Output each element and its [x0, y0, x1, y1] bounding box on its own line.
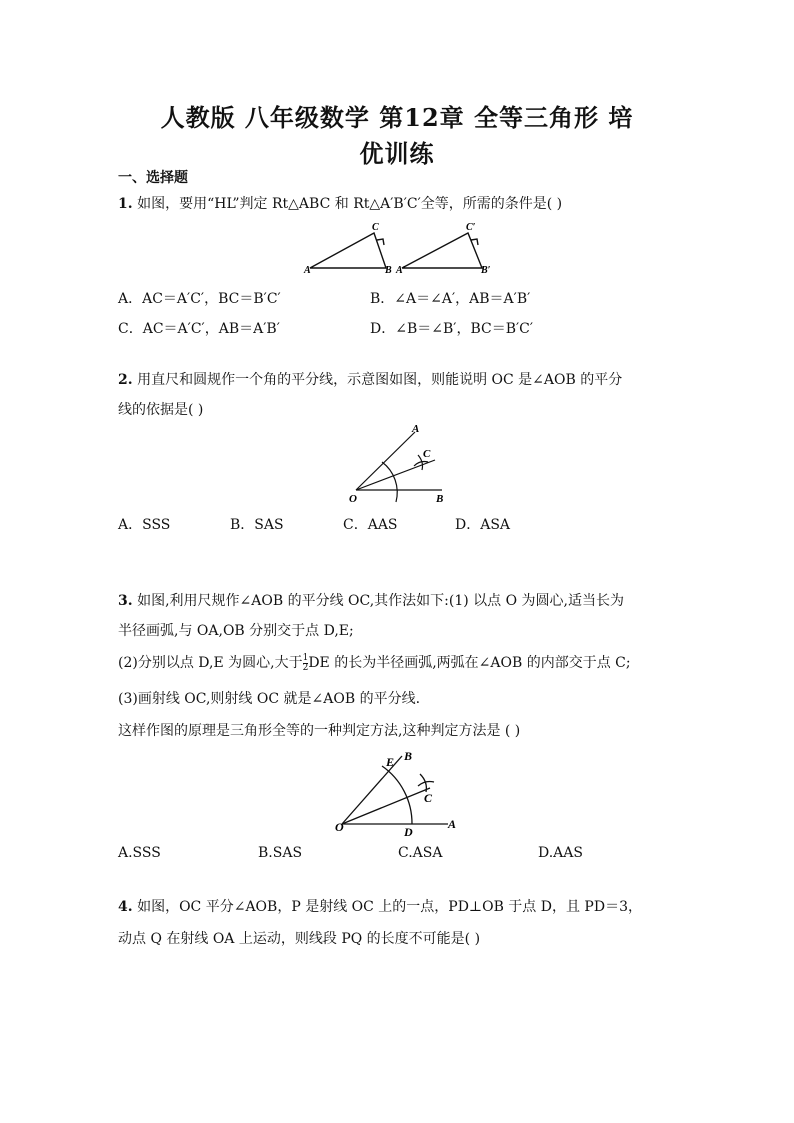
- question-text: DE 的长为半径画弧,两弧在∠AOB 的内部交于点 C;: [308, 655, 631, 671]
- q3-option-b[interactable]: B.SAS: [258, 845, 303, 861]
- q3-option-a[interactable]: A.SSS: [118, 845, 161, 861]
- label-c: C: [423, 448, 431, 460]
- q1-option-c[interactable]: C．AC＝A′C′，AB＝A′B′: [118, 321, 280, 337]
- label-c-prime: C′: [466, 222, 476, 233]
- fraction-numerator: 1: [302, 652, 309, 663]
- question-4-line-1: [118, 896, 642, 916]
- arc-center-o: [382, 766, 412, 824]
- q2-option-b[interactable]: B．SAS: [230, 517, 284, 533]
- title-line-1: 人教版 八年级数学 第12章 全等三角形 培: [160, 103, 634, 132]
- ray-oc: [342, 788, 430, 824]
- q3-angle-bisector-figure: [330, 744, 465, 836]
- q1-option-b[interactable]: B．∠A＝∠A′，AB＝A′B′: [370, 291, 531, 307]
- question-3-line-2: 半径画弧,与 OA,OB 分别交于点 D,E;: [118, 623, 354, 639]
- q1-triangles-figure: [300, 218, 505, 278]
- title-line-2: 优训练: [359, 139, 435, 168]
- fraction-denominator: 2: [302, 662, 309, 673]
- q2-option-a[interactable]: A．SSS: [118, 517, 171, 533]
- label-a: A: [448, 817, 457, 831]
- question-number: 2.: [118, 372, 133, 388]
- q1-option-a[interactable]: A．AC＝A′C′，BC＝B′C′: [118, 291, 281, 307]
- question-2-line-1: [118, 369, 622, 389]
- label-b: B: [385, 265, 392, 276]
- question-number: 3.: [118, 593, 133, 609]
- label-c: C: [372, 222, 379, 233]
- question-1-stem: [118, 193, 562, 213]
- arc-center-o: [382, 462, 397, 502]
- question-3-line-4: (3)画射线 OC,则射线 OC 就是∠AOB 的平分线.: [118, 691, 421, 707]
- question-number: 4.: [118, 899, 133, 915]
- label-d: D: [404, 825, 413, 836]
- section-heading: 一、选择题: [118, 170, 188, 186]
- question-text: 如图，OC 平分∠AOB，P 是射线 OC 上的一点，PD⊥OB 于点 D，且 PD＝3，: [132, 899, 642, 915]
- ray-oa: [356, 432, 415, 490]
- label-o: O: [335, 820, 344, 834]
- label-c: C: [424, 791, 433, 805]
- label-a-prime: A′: [396, 265, 406, 276]
- q3-option-c[interactable]: C.ASA: [398, 845, 443, 861]
- question-3-line-3: [118, 652, 631, 673]
- triangle-a2b2c2: [402, 233, 482, 268]
- question-text: 用直尺和圆规作一个角的平分线，示意图如图，则能说明 OC 是∠AOB 的平分: [132, 372, 623, 388]
- label-b: B: [436, 493, 444, 505]
- question-4-line-2: 动点 Q 在射线 OA 上运动，则线段 PQ 的长度不可能是( ): [118, 931, 481, 947]
- question-number: 1.: [118, 196, 133, 212]
- question-2-line-2: 线的依据是( ): [118, 402, 204, 418]
- q2-option-d[interactable]: D．ASA: [455, 517, 511, 533]
- label-a: A: [304, 265, 311, 276]
- question-3-line-1: [118, 590, 624, 610]
- q1-option-d[interactable]: D．∠B＝∠B′，BC＝B′C′: [370, 321, 534, 337]
- label-a: A: [412, 423, 420, 435]
- question-text: 如图，要用“HL”判定 Rt△ABC 和 Rt△A′B′C′全等，所需的条件是( ): [132, 196, 563, 212]
- label-e: E: [386, 755, 395, 769]
- ray-oc: [356, 460, 435, 490]
- question-text: 如图,利用尺规作∠AOB 的平分线 OC,其作法如下:(1) 以点 O 为圆心,适当长为: [132, 593, 624, 609]
- label-o: O: [349, 493, 357, 505]
- q3-option-d[interactable]: D.AAS: [538, 845, 583, 861]
- label-b: B: [404, 749, 413, 763]
- triangle-abc: [310, 233, 386, 268]
- question-text: (2)分别以点 D,E 为圆心,大于: [118, 655, 303, 671]
- label-b-prime: B′: [481, 265, 491, 276]
- q2-option-c[interactable]: C．AAS: [343, 517, 398, 533]
- q2-angle-bisector-figure: [340, 420, 460, 505]
- question-3-line-5: 这样作图的原理是三角形全等的一种判定方法,这种判定方法是 ( ): [118, 723, 521, 739]
